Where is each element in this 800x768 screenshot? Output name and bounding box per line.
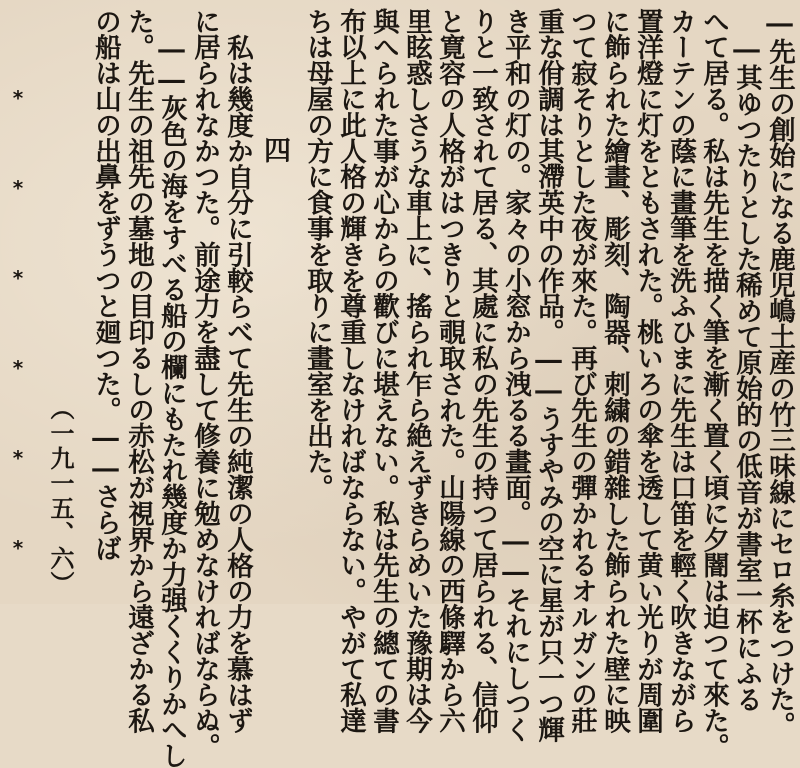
separator-star: *	[12, 266, 24, 290]
date-note: （一九一五、六）	[46, 396, 75, 596]
text-line: の船は山の出鼻をずうつと廻つた。――さらば	[90, 8, 121, 561]
section-heading: 四	[259, 136, 290, 163]
text-line: に飾られた繪畫、彫刻、陶器、刺繍の錯雜した飾られた壁に映	[599, 8, 630, 734]
text-line: に居られなかつた。前途力を盡して修養に勉めなければならぬ。	[189, 8, 220, 760]
text-line: 里眩惑しさうな車上に、搖られ乍ら絶えずきらめいた豫期は今	[401, 8, 432, 734]
text-line: き平和の灯の。家々の小窓から洩るる畫面。――それにしつく	[500, 8, 531, 743]
separator-stars	[4, 88, 32, 558]
separator-star: *	[12, 446, 24, 470]
text-line: ―先生の創始になる鹿児嶋土産の竹三味線にセロ糸をつけた。	[764, 8, 795, 738]
text-line: へて居る。私は先生を描く筆を漸く置く頃に夕闇は迫つて來た。	[698, 8, 729, 760]
separator-star: *	[12, 356, 24, 380]
text-line: ――灰色の海をすべる船の欄にもたれ幾度か力强くくりかへし	[156, 34, 187, 768]
text-line: 置洋燈に灯をともされた。桃いろの傘を透して黄い光りが周圍	[632, 8, 663, 734]
separator-star: *	[12, 536, 24, 560]
text-line: 與へられた事が心からの歡びに堪えない。私は先生の總ての書	[368, 8, 399, 734]
text-line: りと一致されて居る、其處に私の先生の持つて居られる、信仰	[467, 8, 498, 734]
text-line: 布以上に此人格の輝きを尊重しなければならない。やがて私達	[335, 8, 366, 734]
separator-star: *	[12, 86, 24, 110]
text-line: と寛容の人格がはつきりと覗取された。山陽線の西條驛から六	[434, 8, 465, 734]
text-line: た。先生の祖先の墓地の目印るしの赤松が視界から遠ざかる私	[123, 8, 154, 734]
separator-star: *	[12, 176, 24, 200]
text-line: つて寂そりとした夜が來た。再び先生の彈かれるオルガンの莊	[566, 8, 597, 734]
text-line: ちは母屋の方に食事を取りに畫室を出た。	[302, 8, 333, 501]
text-line: ―其ゆつたりとした稀めて原始的の低音が書室一杯にふる	[731, 34, 762, 712]
text-line: 重な佾調は其滯英中の作品。――うすやみの空に星が只一つ輝	[533, 8, 564, 743]
text-line: 私は幾度か自分に引較らべて先生の純潔の人格の力を慕はず	[222, 34, 253, 734]
text-line: カーテンの蔭に畫筆を洗ふひまに先生は口笛を輕く吹きながら	[665, 8, 696, 734]
